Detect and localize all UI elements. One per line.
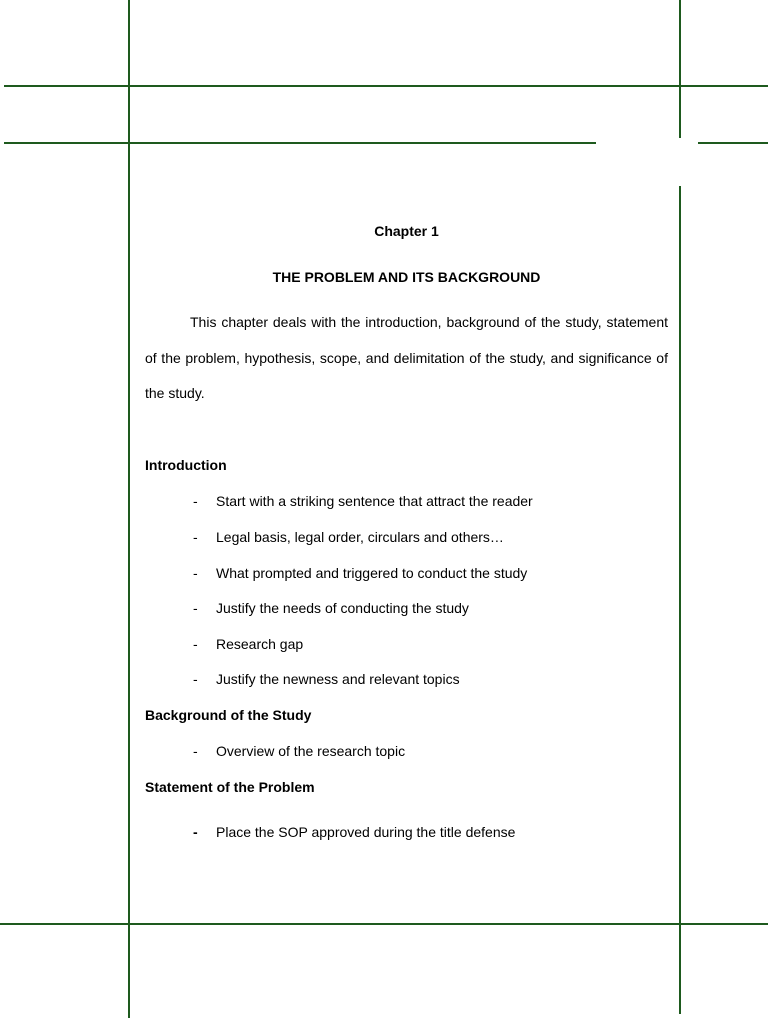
- chapter-label: Chapter 1: [374, 223, 439, 239]
- intro-paragraph: This chapter deals with the introduction, background of the study, statement of the problem, hypothesis, scope, and delimitation of the study, and significance of the study.: [145, 314, 668, 401]
- list-item-text: Overview of the research topic: [216, 743, 406, 759]
- bullet-dash: -: [193, 600, 198, 616]
- bullet-dash: -: [193, 493, 198, 509]
- bullet-dash: -: [193, 671, 198, 687]
- list-item-text: Start with a striking sentence that attract the reader: [216, 493, 533, 509]
- right-margin-line-bottom: [679, 186, 681, 1014]
- bullet-dash: -: [193, 743, 198, 759]
- left-margin-line: [128, 0, 130, 1018]
- introduction-heading: Introduction: [145, 457, 227, 473]
- list-item-text: Legal basis, legal order, circulars and others…: [216, 529, 504, 545]
- right-margin-line-top: [679, 0, 681, 138]
- list-item-text: Research gap: [216, 636, 304, 652]
- header-border-line-right: [698, 142, 768, 144]
- bullet-dash: -: [193, 565, 198, 581]
- chapter-title: THE PROBLEM AND ITS BACKGROUND: [272, 269, 541, 285]
- bullet-dash: -: [193, 529, 198, 545]
- header-border-line-left: [4, 142, 596, 144]
- list-item-text: Place the SOP approved during the title defense: [216, 824, 516, 840]
- list-item-text: What prompted and triggered to conduct the study: [216, 565, 528, 581]
- bullet-dash: -: [193, 824, 198, 840]
- list-item-text: Justify the needs of conducting the study: [216, 600, 469, 616]
- bottom-border-line: [0, 923, 768, 925]
- bullet-dash: -: [193, 636, 198, 652]
- sop-heading: Statement of the Problem: [145, 779, 315, 795]
- top-border-line: [4, 85, 768, 87]
- list-item-text: Justify the newness and relevant topics: [216, 671, 460, 687]
- background-heading: Background of the Study: [145, 707, 312, 723]
